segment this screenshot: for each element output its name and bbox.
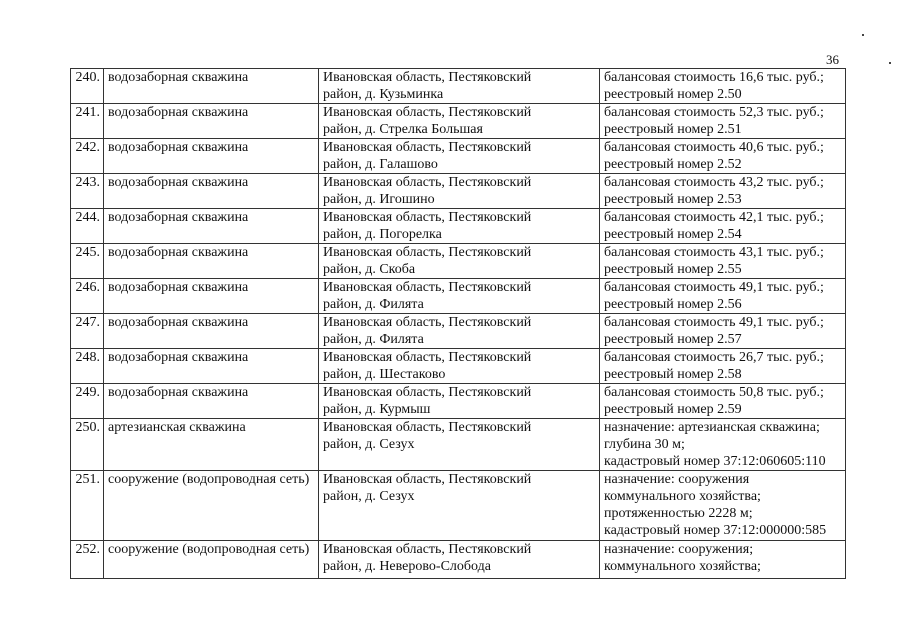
object-type-text: водозаборная скважина — [108, 105, 249, 120]
details-line: реестровый номер 2.57 — [604, 332, 742, 347]
object-type-text: водозаборная скважина — [108, 315, 249, 330]
row-number — [71, 471, 104, 541]
details-line: балансовая стоимость 49,1 тыс. руб.; — [604, 315, 824, 330]
table-row — [71, 104, 846, 139]
address-line: район, д. Сезух — [323, 489, 415, 504]
table-row — [71, 541, 846, 579]
scan-speck — [889, 62, 891, 64]
address-line: район, д. Погорелка — [323, 227, 442, 242]
details — [600, 471, 846, 541]
details-line: назначение: сооружения; — [604, 542, 754, 557]
details-line: балансовая стоимость 43,2 тыс. руб.; — [604, 175, 824, 190]
row-number-text: 245. — [75, 245, 100, 260]
address-line: Ивановская область, Пестяковский — [323, 245, 532, 260]
object-type-text: водозаборная скважина — [108, 385, 249, 400]
object-type-text: сооружение (водопроводная сеть) — [108, 472, 310, 487]
row-number-text: 252. — [75, 542, 100, 557]
object-type — [104, 69, 319, 104]
address-line: Ивановская область, Пестяковский — [323, 210, 532, 225]
row-number — [71, 384, 104, 419]
address — [319, 174, 600, 209]
table-row — [71, 279, 846, 314]
address-line: Ивановская область, Пестяковский — [323, 420, 532, 435]
address — [319, 541, 600, 579]
row-number — [71, 104, 104, 139]
object-type-text: артезианская скважина — [108, 420, 246, 435]
row-number-text: 244. — [75, 210, 100, 225]
details-line: балансовая стоимость 42,1 тыс. руб.; — [604, 210, 824, 225]
details — [600, 419, 846, 471]
details-line: реестровый номер 2.55 — [604, 262, 742, 277]
address — [319, 104, 600, 139]
address-line: район, д. Игошино — [323, 192, 435, 207]
object-type — [104, 349, 319, 384]
row-number — [71, 279, 104, 314]
table-row — [71, 69, 846, 104]
row-number-text: 243. — [75, 175, 100, 190]
details — [600, 139, 846, 174]
details — [600, 174, 846, 209]
details-line: балансовая стоимость 52,3 тыс. руб.; — [604, 105, 824, 120]
object-type-text: водозаборная скважина — [108, 210, 249, 225]
object-type — [104, 314, 319, 349]
details-line: реестровый номер 2.54 — [604, 227, 742, 242]
row-number-text: 242. — [75, 140, 100, 155]
address — [319, 471, 600, 541]
details-line: балансовая стоимость 40,6 тыс. руб.; — [604, 140, 824, 155]
details-line: реестровый номер 2.51 — [604, 122, 742, 137]
address-line: Ивановская область, Пестяковский — [323, 280, 532, 295]
address — [319, 139, 600, 174]
object-type-text: водозаборная скважина — [108, 350, 249, 365]
address-line: район, д. Курмыш — [323, 402, 431, 417]
details — [600, 244, 846, 279]
row-number-text: 249. — [75, 385, 100, 400]
address-line: Ивановская область, Пестяковский — [323, 385, 532, 400]
row-number-text: 251. — [75, 472, 100, 487]
address-line: Ивановская область, Пестяковский — [323, 105, 532, 120]
address-line: район, д. Шестаково — [323, 367, 446, 382]
object-type — [104, 279, 319, 314]
address-line: район, д. Галашово — [323, 157, 438, 172]
row-number-text: 246. — [75, 280, 100, 295]
address-line: Ивановская область, Пестяковский — [323, 350, 532, 365]
details-line: реестровый номер 2.50 — [604, 87, 742, 102]
row-number — [71, 209, 104, 244]
table-row — [71, 139, 846, 174]
row-number-text: 250. — [75, 420, 100, 435]
details — [600, 104, 846, 139]
object-type — [104, 174, 319, 209]
row-number — [71, 419, 104, 471]
table-row — [71, 209, 846, 244]
address — [319, 419, 600, 471]
row-number — [71, 541, 104, 579]
details-line: реестровый номер 2.59 — [604, 402, 742, 417]
address — [319, 314, 600, 349]
details-line: назначение: сооружения — [604, 472, 750, 487]
object-type-text: водозаборная скважина — [108, 245, 249, 260]
address-line: район, д. Кузьминка — [323, 87, 444, 102]
details-line: реестровый номер 2.58 — [604, 367, 742, 382]
address-line: Ивановская область, Пестяковский — [323, 315, 532, 330]
row-number — [71, 174, 104, 209]
row-number-text: 248. — [75, 350, 100, 365]
details — [600, 279, 846, 314]
details-line: реестровый номер 2.52 — [604, 157, 742, 172]
details-line: реестровый номер 2.56 — [604, 297, 742, 312]
object-type — [104, 209, 319, 244]
object-type-text: водозаборная скважина — [108, 175, 249, 190]
address-line: Ивановская область, Пестяковский — [323, 175, 532, 190]
row-number — [71, 244, 104, 279]
details — [600, 541, 846, 579]
address-line: район, д. Филята — [323, 297, 424, 312]
address — [319, 209, 600, 244]
table-row — [71, 314, 846, 349]
row-number — [71, 69, 104, 104]
property-table — [70, 68, 846, 579]
table-row — [71, 419, 846, 471]
details-line: реестровый номер 2.53 — [604, 192, 742, 207]
object-type — [104, 384, 319, 419]
address-line: Ивановская область, Пестяковский — [323, 140, 532, 155]
address-line: Ивановская область, Пестяковский — [323, 472, 532, 487]
address — [319, 384, 600, 419]
address-line: район, д. Сезух — [323, 437, 415, 452]
details-line: протяженностью 2228 м; — [604, 506, 753, 521]
table-row — [71, 244, 846, 279]
table-row — [71, 384, 846, 419]
address-line: район, д. Стрелка Большая — [323, 122, 483, 137]
object-type — [104, 471, 319, 541]
object-type-text: водозаборная скважина — [108, 140, 249, 155]
object-type — [104, 139, 319, 174]
table-row — [71, 174, 846, 209]
details — [600, 69, 846, 104]
details-line: балансовая стоимость 43,1 тыс. руб.; — [604, 245, 824, 260]
row-number-text: 240. — [75, 70, 100, 85]
details-line: кадастровый номер 37:12:000000:585 — [604, 523, 827, 538]
details-line: глубина 30 м; — [604, 437, 685, 452]
row-number-text: 247. — [75, 315, 100, 330]
details-line: балансовая стоимость 16,6 тыс. руб.; — [604, 70, 824, 85]
address-line: район, д. Филята — [323, 332, 424, 347]
details-line: коммунального хозяйства; — [604, 559, 761, 574]
object-type — [104, 419, 319, 471]
row-number — [71, 314, 104, 349]
row-number — [71, 349, 104, 384]
row-number — [71, 139, 104, 174]
row-number-text: 241. — [75, 105, 100, 120]
address — [319, 349, 600, 384]
details — [600, 209, 846, 244]
address — [319, 69, 600, 104]
details — [600, 314, 846, 349]
details-line: балансовая стоимость 50,8 тыс. руб.; — [604, 385, 824, 400]
details-line: балансовая стоимость 49,1 тыс. руб.; — [604, 280, 824, 295]
object-type — [104, 244, 319, 279]
address-line: Ивановская область, Пестяковский — [323, 70, 532, 85]
object-type — [104, 104, 319, 139]
address-line: район, д. Неверово-Слобода — [323, 559, 491, 574]
table-row — [71, 349, 846, 384]
details-line: балансовая стоимость 26,7 тыс. руб.; — [604, 350, 824, 365]
details-line: назначение: артезианская скважина; — [604, 420, 820, 435]
details — [600, 384, 846, 419]
details — [600, 349, 846, 384]
details-line: кадастровый номер 37:12:060605:110 — [604, 454, 826, 469]
address — [319, 244, 600, 279]
details-line: коммунального хозяйства; — [604, 489, 761, 504]
address-line: район, д. Скоба — [323, 262, 416, 277]
scan-speck — [862, 34, 864, 36]
address — [319, 279, 600, 314]
object-type-text: сооружение (водопроводная сеть) — [108, 542, 310, 557]
address-line: Ивановская область, Пестяковский — [323, 542, 532, 557]
page-number: 36 — [826, 52, 839, 67]
table-row — [71, 471, 846, 541]
object-type-text: водозаборная скважина — [108, 70, 249, 85]
object-type-text: водозаборная скважина — [108, 280, 249, 295]
object-type — [104, 541, 319, 579]
